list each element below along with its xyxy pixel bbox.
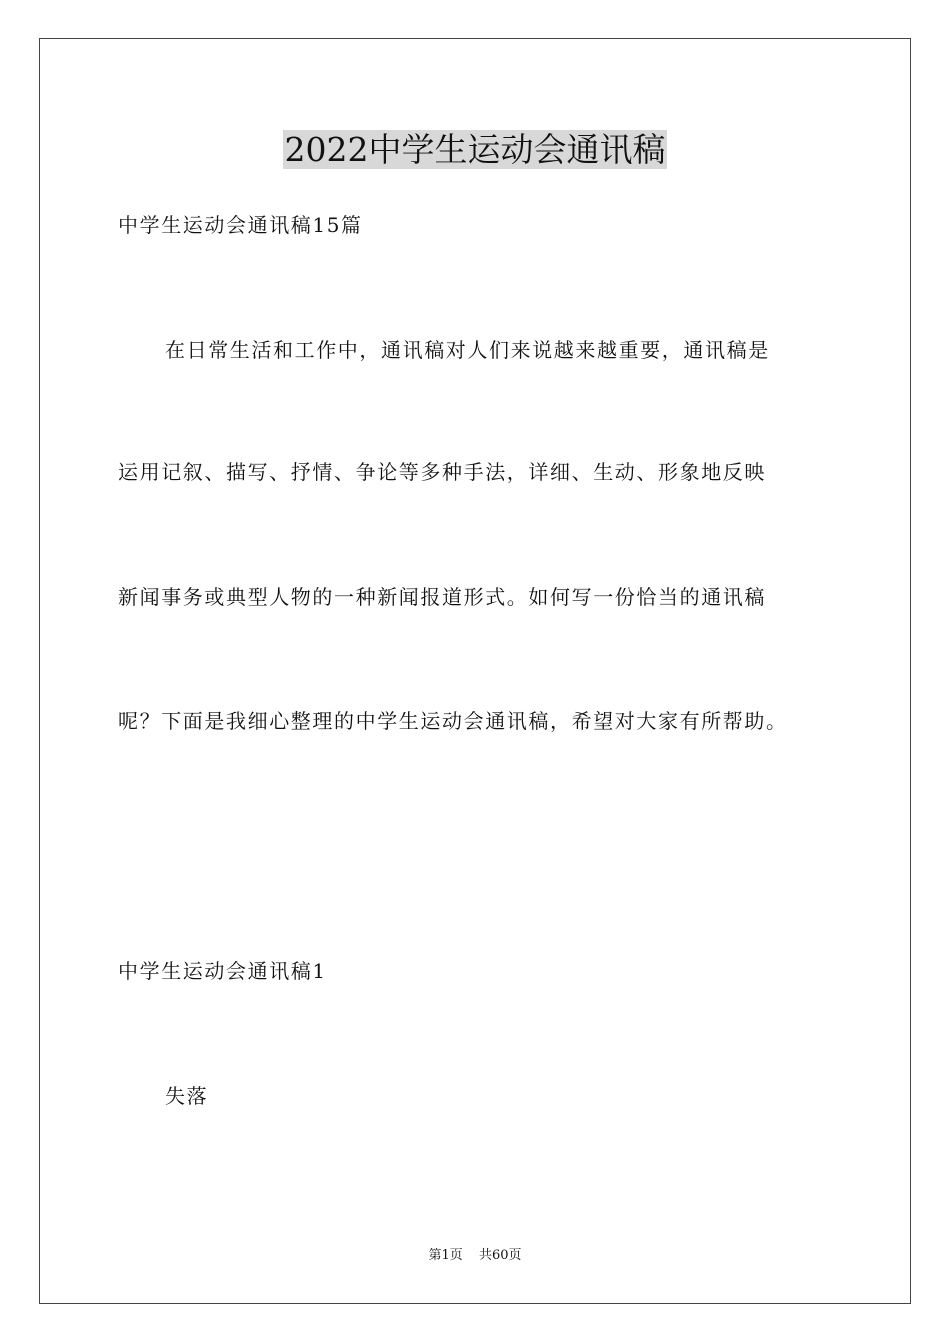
document-title-text: 2022中学生运动会通讯稿 — [284, 130, 666, 169]
page-total: 共60页 — [478, 1248, 522, 1263]
document-title — [0, 128, 950, 172]
intro-line-4: 呢？下面是我细心整理的中学生运动会通讯稿，希望对大家有所帮助。 — [118, 709, 788, 733]
page-number: 第1页 — [428, 1248, 463, 1263]
document-subtitle: 中学生运动会通讯稿15篇 — [118, 213, 363, 237]
intro-line-1: 在日常生活和工作中，通讯稿对人们来说越来越重要，通讯稿是 — [165, 338, 770, 362]
section-first-line: 失落 — [165, 1084, 209, 1108]
intro-line-3: 新闻事务或典型人物的一种新闻报道形式。如何写一份恰当的通讯稿 — [118, 585, 766, 609]
intro-line-2: 运用记叙、描写、抒情、争论等多种手法，详细、生动、形象地反映 — [118, 460, 766, 484]
section-heading: 中学生运动会通讯稿1 — [118, 959, 327, 983]
page-footer — [0, 1247, 950, 1265]
